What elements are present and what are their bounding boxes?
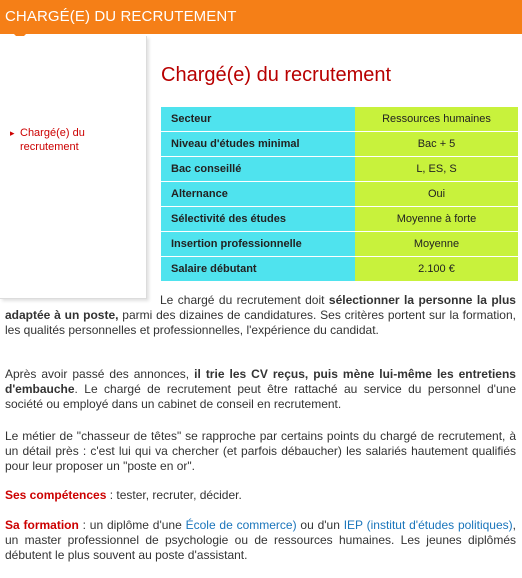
row-value: Oui	[355, 182, 518, 206]
skills-label: Ses compétences	[5, 488, 107, 502]
info-table	[161, 106, 518, 282]
row-label: Bac conseillé	[161, 157, 355, 181]
p2-text-bold: il trie les CV reçus, puis mène lui-même les entretiens d'embauche	[5, 367, 516, 396]
paragraph-intro	[5, 293, 516, 338]
p1-text-c: parmi des dizaines de candidatures. Ses critères portent sur la formation, les qualités personnelles et professionnelles, l'expérience du candidat.	[5, 308, 516, 337]
table-row	[161, 157, 518, 181]
row-value: Moyenne	[355, 232, 518, 256]
training-text-c: , un master professionnel de psychologie ou de ressources humaines. Les jeunes diplômés débutent le plus souvent au poste d'assistant.	[5, 518, 516, 562]
p3-text: Le métier de "chasseur de têtes" se rapproche par certains points du chargé de recrutement, à un détail près : c'est lui qui va chercher (et parfois débaucher) les salariés hautement qualifiés pour leur proposer un "poste en or".	[5, 429, 516, 473]
row-label: Niveau d'études minimal	[161, 132, 355, 156]
paragraph-tasks	[5, 367, 516, 412]
row-value: 2.100 €	[355, 257, 518, 281]
table-row	[161, 232, 518, 256]
p1-text-a: Le chargé du recrutement doit	[160, 293, 329, 307]
table-row	[161, 182, 518, 206]
row-label: Insertion professionnelle	[161, 232, 355, 256]
paragraph-training	[5, 518, 516, 563]
table-row	[161, 132, 518, 156]
row-value: Bac + 5	[355, 132, 518, 156]
p2-text-a: Après avoir passé des annonces,	[5, 367, 195, 381]
row-label: Salaire débutant	[161, 257, 355, 281]
skills-text: : tester, recruter, décider.	[106, 488, 242, 502]
training-text-a: : un diplôme d'une	[78, 518, 186, 532]
training-text-b: ou d'un	[296, 518, 344, 532]
paragraph-headhunter	[5, 429, 516, 474]
training-label: Sa formation	[5, 518, 79, 532]
link-iep[interactable]: IEP (institut d'études politiques)	[343, 518, 513, 532]
p1-text-bold: sélectionner la personne la plus adaptée à un poste,	[5, 293, 516, 322]
row-value: Moyenne à forte	[355, 207, 518, 231]
row-value: Ressources humaines	[355, 107, 518, 131]
row-value: L, ES, S	[355, 157, 518, 181]
row-label: Secteur	[161, 107, 355, 131]
page-header	[0, 0, 522, 34]
sidebar-item-label: Chargé(e) du recrutement	[20, 127, 85, 153]
page-title: Chargé(e) du recrutement	[161, 64, 392, 86]
table-row	[161, 257, 518, 281]
header-title: CHARGÉ(E) DU RECRUTEMENT	[5, 8, 237, 25]
sidebar	[0, 36, 147, 299]
bullet-icon: ▸	[10, 128, 15, 138]
sidebar-item-recruitment[interactable]	[10, 126, 130, 154]
table-row	[161, 207, 518, 231]
paragraph-skills	[5, 488, 516, 503]
p2-text-c: . Le chargé de recrutement peut être rattaché au service du personnel d'une société ou employé dans un cabinet de conseil en recrutement.	[5, 382, 516, 411]
row-label: Alternance	[161, 182, 355, 206]
table-row	[161, 107, 518, 131]
row-label: Sélectivité des études	[161, 207, 355, 231]
link-ecole-de-commerce[interactable]: École de commerce)	[185, 518, 297, 532]
